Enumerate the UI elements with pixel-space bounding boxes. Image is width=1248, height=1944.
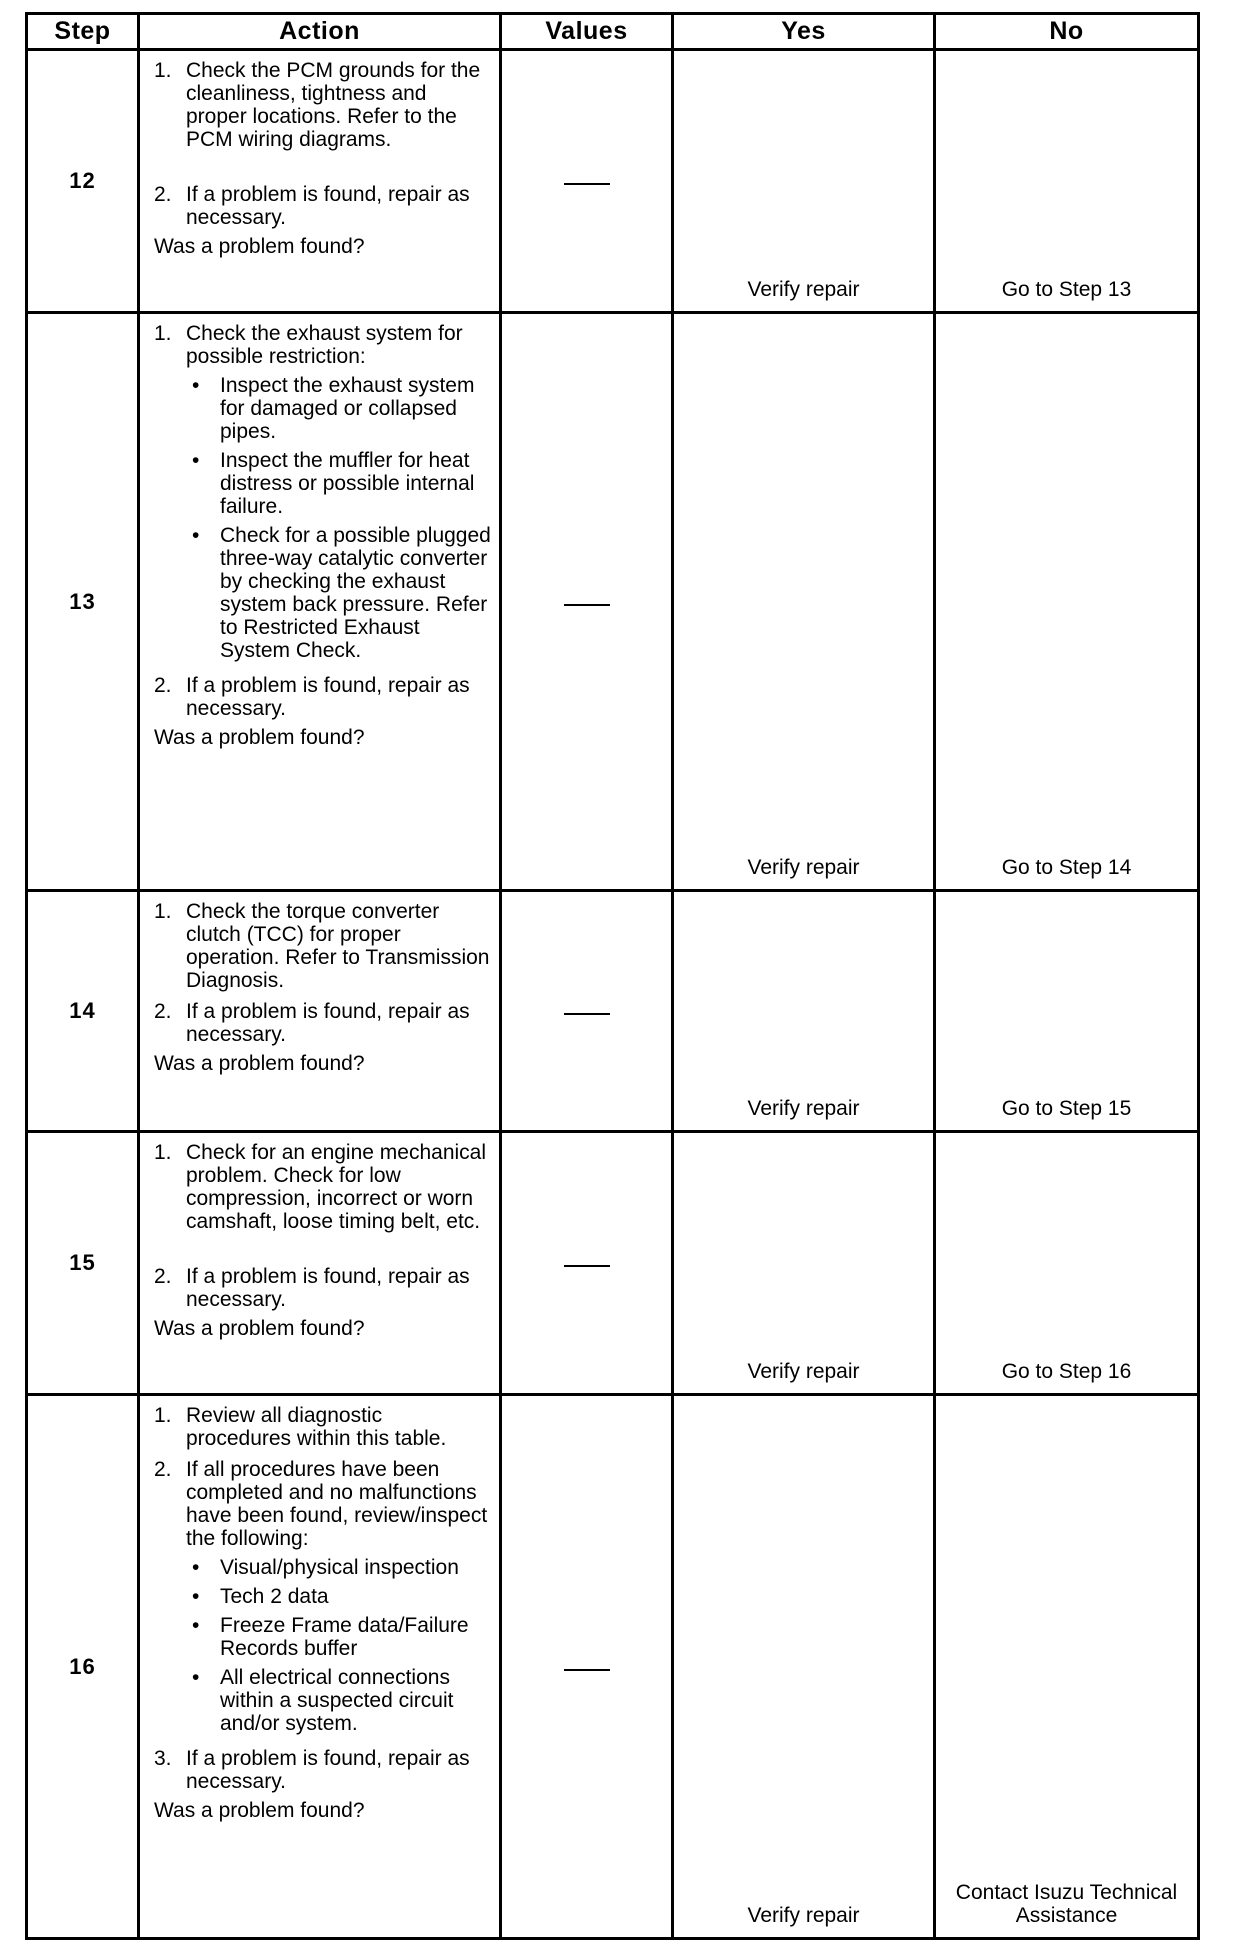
item-text: If a problem is found, repair as necessary. <box>186 1747 470 1793</box>
header-action: Action <box>139 14 501 50</box>
item-text: Check the torque converter clutch (TCC) for proper operation. Refer to Transmission Diagnosis. <box>186 900 490 992</box>
bullet-dot: • <box>192 374 200 397</box>
bullet-text: Check for a possible plugged three-way catalytic converter by checking the exhaust system back pressure. Refer to Restricted Exhaust System Check. <box>220 524 491 662</box>
step-number: 15 <box>27 1132 139 1395</box>
bullet-item <box>192 1585 491 1608</box>
bullet-dot: • <box>192 524 200 547</box>
header-step: Step <box>27 14 139 50</box>
item-number: 1. <box>154 1404 172 1427</box>
action-item <box>154 1404 491 1450</box>
action-question: Was a problem found? <box>154 1052 365 1075</box>
item-text: Check the exhaust system for possible restriction: <box>186 322 463 368</box>
no-cell: Go to Step 16 <box>935 1132 1199 1395</box>
step-number: 13 <box>27 313 139 891</box>
step-number: 12 <box>27 50 139 313</box>
action-item <box>154 1747 491 1793</box>
bullet-text: Inspect the muffler for heat distress or possible internal failure. <box>220 449 475 518</box>
action-cell <box>139 50 501 313</box>
action-item <box>154 59 491 151</box>
bullet-text: Tech 2 data <box>220 1585 329 1608</box>
item-text: If a problem is found, repair as necessary. <box>186 1000 470 1046</box>
table-row <box>27 50 1199 313</box>
action-cell <box>139 313 501 891</box>
header-no: No <box>935 14 1199 50</box>
bullet-item <box>192 1666 491 1735</box>
action-question: Was a problem found? <box>154 235 365 258</box>
bullet-dot: • <box>192 1666 200 1689</box>
item-number: 2. <box>154 674 172 697</box>
action-item <box>154 322 491 368</box>
bullet-text: Visual/physical inspection <box>220 1556 459 1579</box>
empty-value-dash <box>564 1265 610 1267</box>
action-question: Was a problem found? <box>154 726 365 749</box>
item-text: If a problem is found, repair as necessary. <box>186 1265 470 1311</box>
item-number: 2. <box>154 183 172 206</box>
yes-cell: Verify repair <box>673 50 935 313</box>
item-number: 1. <box>154 59 172 82</box>
bullet-dot: • <box>192 449 200 472</box>
bullet-dot: • <box>192 1614 200 1637</box>
header-yes: Yes <box>673 14 935 50</box>
item-text: Check the PCM grounds for the cleanliness, tightness and proper locations. Refer to the PCM wiring diagrams. <box>186 59 481 151</box>
action-item <box>154 1141 491 1233</box>
header-values: Values <box>501 14 673 50</box>
bullet-item <box>192 449 491 518</box>
bullet-item <box>192 374 491 443</box>
action-cell <box>139 1132 501 1395</box>
action-question: Was a problem found? <box>154 1799 365 1822</box>
action-item <box>154 674 491 720</box>
no-cell: Go to Step 15 <box>935 891 1199 1132</box>
item-number: 1. <box>154 900 172 923</box>
item-text: Review all diagnostic procedures within this table. <box>186 1404 447 1450</box>
item-number: 1. <box>154 322 172 345</box>
table-row <box>27 1132 1199 1395</box>
action-item <box>154 1000 491 1046</box>
step-number: 16 <box>27 1395 139 1939</box>
values-cell <box>501 1132 673 1395</box>
empty-value-dash <box>564 1013 610 1015</box>
yes-cell: Verify repair <box>673 891 935 1132</box>
item-number: 2. <box>154 1000 172 1023</box>
no-cell: Contact Isuzu Technical Assistance <box>935 1395 1199 1939</box>
item-text: If a problem is found, repair as necessary. <box>186 674 470 720</box>
table-row <box>27 891 1199 1132</box>
item-number: 3. <box>154 1747 172 1770</box>
action-item <box>154 1265 491 1311</box>
yes-cell: Verify repair <box>673 1132 935 1395</box>
bullet-dot: • <box>192 1556 200 1579</box>
item-text: If all procedures have been completed and no malfunctions have been found, review/inspect the following: <box>186 1458 488 1550</box>
action-item <box>154 183 491 229</box>
empty-value-dash <box>564 1669 610 1671</box>
bullet-item <box>192 1556 491 1579</box>
bullet-text: All electrical connections within a suspected circuit and/or system. <box>220 1666 454 1735</box>
values-cell <box>501 891 673 1132</box>
empty-value-dash <box>564 183 610 185</box>
bullet-item <box>192 1614 491 1660</box>
bullet-item <box>192 524 491 662</box>
item-text: Check for an engine mechanical problem. Check for low compression, incorrect or worn camshaft, loose timing belt, etc. <box>186 1141 487 1233</box>
item-number: 2. <box>154 1265 172 1288</box>
bullet-text: Freeze Frame data/Failure Records buffer <box>220 1614 469 1660</box>
action-item <box>154 1458 491 1550</box>
header-row <box>27 14 1199 50</box>
table-row <box>27 313 1199 891</box>
action-question: Was a problem found? <box>154 1317 365 1340</box>
yes-cell: Verify repair <box>673 313 935 891</box>
bullet-dot: • <box>192 1585 200 1608</box>
item-number: 2. <box>154 1458 172 1481</box>
values-cell <box>501 1395 673 1939</box>
action-cell <box>139 891 501 1132</box>
bullet-text: Inspect the exhaust system for damaged or collapsed pipes. <box>220 374 475 443</box>
action-item <box>154 900 491 992</box>
yes-cell: Verify repair <box>673 1395 935 1939</box>
no-cell: Go to Step 13 <box>935 50 1199 313</box>
empty-value-dash <box>564 604 610 606</box>
table-row <box>27 1395 1199 1939</box>
diagnostic-table <box>25 12 1200 1940</box>
values-cell <box>501 313 673 891</box>
item-text: If a problem is found, repair as necessary. <box>186 183 470 229</box>
no-cell: Go to Step 14 <box>935 313 1199 891</box>
action-cell <box>139 1395 501 1939</box>
values-cell <box>501 50 673 313</box>
item-number: 1. <box>154 1141 172 1164</box>
step-number: 14 <box>27 891 139 1132</box>
